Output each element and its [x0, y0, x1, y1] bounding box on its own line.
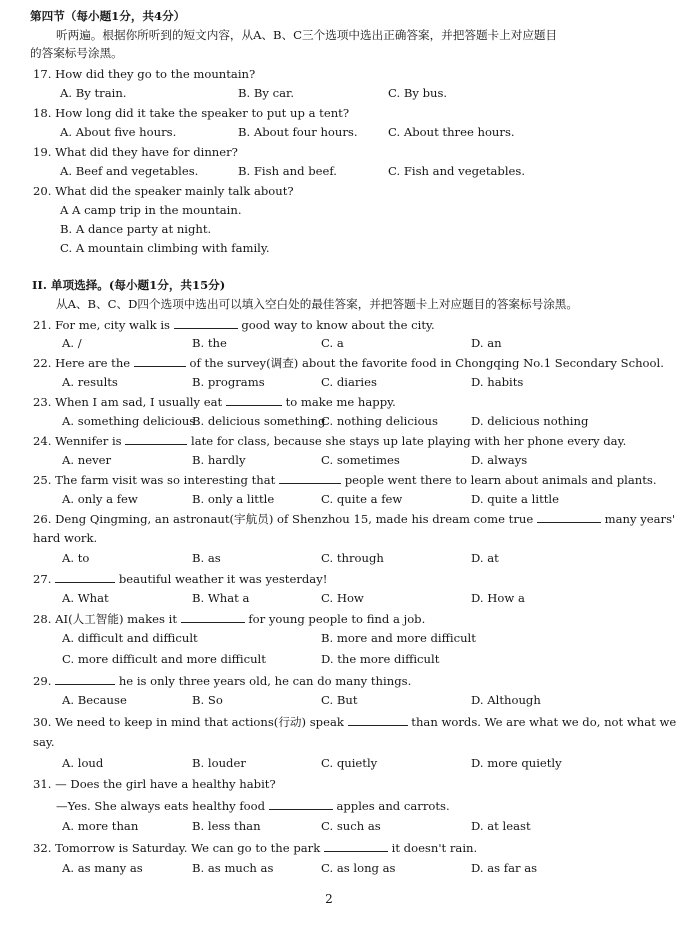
question-24-option-b: B. hardly: [192, 453, 246, 467]
question-29-option-b: B. So: [192, 693, 223, 707]
question-28-stem: 28. AI(人工智能) makes it for young people to find a job.: [33, 612, 426, 626]
question-24-stem: 24. Wennifer is late for class, because she stays up late playing with her phone every day.: [33, 434, 627, 448]
page-number: 2: [325, 892, 333, 906]
question-22-option-a: A. results: [62, 375, 118, 389]
question-22-option-b: B. programs: [192, 375, 265, 389]
question-23-option-b: B. delicious something: [192, 414, 326, 428]
question-18-option-c: C. About three hours.: [388, 125, 515, 139]
question-31-stem-line1: 31. — Does the girl have a healthy habit?: [33, 777, 276, 791]
question-28-option-d: D. the more difficult: [321, 652, 440, 666]
question-23-option-d: D. delicious nothing: [471, 414, 589, 428]
question-21-option-b: B. the: [192, 336, 227, 350]
question-23-option-c: C. nothing delicious: [321, 414, 438, 428]
question-20-option-c: C. A mountain climbing with family.: [60, 241, 270, 255]
question-25-option-c: C. quite a few: [321, 492, 403, 506]
question-23-option-a: A. something delicious: [62, 414, 196, 428]
question-18-option-a: A. About five hours.: [60, 125, 177, 139]
question-22-stem: 22. Here are the of the survey(调查) about the favorite food in Chongqing No.1 Secondary School.: [33, 356, 664, 370]
question-31-option-c: C. such as: [321, 819, 381, 833]
question-27-stem: 27. beautiful weather it was yesterday!: [33, 572, 328, 586]
question-32-option-d: D. as far as: [471, 861, 538, 875]
question-21-stem: 21. For me, city walk is good way to know about the city.: [33, 318, 435, 332]
question-26-option-a: A. to: [62, 551, 90, 565]
question-17-option-b: B. By car.: [238, 86, 295, 100]
question-28-option-a: A. difficult and difficult: [62, 631, 198, 645]
question-30-option-a: A. loud: [62, 756, 104, 770]
question-30-option-c: C. quietly: [321, 756, 378, 770]
question-27-option-d: D. How a: [471, 591, 525, 605]
question-27-option-b: B. What a: [192, 591, 250, 605]
question-22-option-c: C. diaries: [321, 375, 377, 389]
question-27-option-c: C. How: [321, 591, 364, 605]
question-19-option-c: C. Fish and vegetables.: [388, 164, 526, 178]
question-23-stem: 23. When I am sad, I usually eat to make me happy.: [33, 395, 396, 409]
question-18-option-b: B. About four hours.: [238, 125, 358, 139]
question-26-option-d: D. at: [471, 551, 499, 565]
question-18-stem: 18. How long did it take the speaker to put up a tent?: [33, 106, 350, 120]
question-21-option-d: D. an: [471, 336, 502, 350]
question-17-stem: 17. How did they go to the mountain?: [33, 67, 256, 81]
question-29-option-c: C. But: [321, 693, 358, 707]
question-32-option-b: B. as much as: [192, 861, 274, 875]
question-20-option-b: B. A dance party at night.: [60, 222, 212, 236]
section4-instruction-line2: 的答案标号涂黑。: [30, 46, 123, 60]
question-20-option-a: A A camp trip in the mountain.: [60, 203, 242, 217]
question-29-option-a: A. Because: [62, 693, 127, 707]
question-22-option-d: D. habits: [471, 375, 524, 389]
question-30-option-b: B. louder: [192, 756, 246, 770]
question-25-option-d: D. quite a little: [471, 492, 559, 506]
question-17-option-c: C. By bus.: [388, 86, 448, 100]
question-30-option-d: D. more quietly: [471, 756, 562, 770]
question-26-stem-continued: hard work.: [33, 531, 98, 545]
question-25-stem: 25. The farm visit was so interesting that people went there to learn about animals and plants.: [33, 473, 657, 487]
section4-heading: 第四节（每小题1分，共4分）: [30, 9, 186, 23]
question-28-option-c: C. more difficult and more difficult: [62, 652, 266, 666]
question-28-option-b: B. more and more difficult: [321, 631, 476, 645]
question-31-option-d: D. at least: [471, 819, 531, 833]
question-27-option-a: A. What: [62, 591, 109, 605]
question-25-option-a: A. only a few: [62, 492, 138, 506]
question-17-option-a: A. By train.: [60, 86, 127, 100]
question-19-option-b: B. Fish and beef.: [238, 164, 337, 178]
question-20-stem: 20. What did the speaker mainly talk about?: [33, 184, 294, 198]
question-29-option-d: D. Although: [471, 693, 541, 707]
question-25-option-b: B. only a little: [192, 492, 275, 506]
question-19-option-a: A. Beef and vegetables.: [60, 164, 199, 178]
question-29-stem: 29. he is only three years old, he can do many things.: [33, 674, 412, 688]
question-32-option-c: C. as long as: [321, 861, 396, 875]
question-31-option-a: A. more than: [62, 819, 139, 833]
question-26-stem: 26. Deng Qingming, an astronaut(宇航员) of Shenzhou 15, made his dream come true many years': [33, 512, 676, 526]
section2-instruction: 从A、B、C、D四个选项中选出可以填入空白处的最佳答案，并把答题卡上对应题目的答案标号涂黑。: [56, 297, 578, 311]
question-24-option-c: C. sometimes: [321, 453, 400, 467]
question-24-option-a: A. never: [62, 453, 112, 467]
question-26-option-c: C. through: [321, 551, 384, 565]
question-26-option-b: B. as: [192, 551, 221, 565]
question-19-stem: 19. What did they have for dinner?: [33, 145, 238, 159]
question-30-stem: 30. We need to keep in mind that actions(行动) speak than words. We are what we do, not what we: [33, 715, 676, 729]
question-31-option-b: B. less than: [192, 819, 261, 833]
question-21-option-a: A. /: [62, 336, 82, 350]
question-21-option-c: C. a: [321, 336, 344, 350]
question-24-option-d: D. always: [471, 453, 528, 467]
section4-instruction-line1: 听两遍。根据你所听到的短文内容，从A、B、C三个选项中选出正确答案，并把答题卡上对应题目: [56, 28, 558, 42]
question-32-stem: 32. Tomorrow is Saturday. We can go to the park it doesn't rain.: [33, 841, 478, 855]
question-32-option-a: A. as many as: [62, 861, 143, 875]
question-30-stem-continued: say.: [33, 735, 55, 749]
section2-heading: II. 单项选择。(每小题1分，共15分): [32, 278, 226, 292]
question-31-stem-line2: —Yes. She always eats healthy food apples and carrots.: [56, 799, 450, 813]
